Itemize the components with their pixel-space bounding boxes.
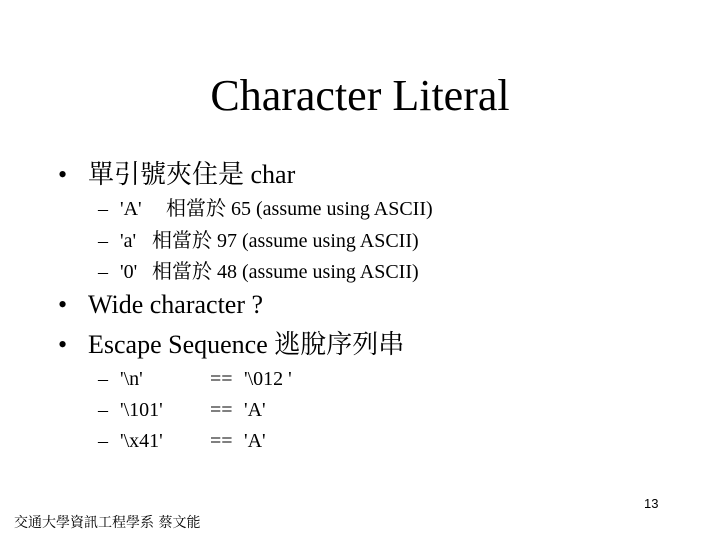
escape-item-newline <box>98 366 292 392</box>
bullet-text: Escape Sequence 逃脫序列串 <box>88 330 405 359</box>
bullet-wide-character <box>58 290 263 320</box>
literal: '\n' <box>120 368 143 390</box>
equals-sign: == <box>210 368 233 390</box>
bullet-marker: • <box>58 290 68 319</box>
equals-sign: == <box>210 430 233 452</box>
literal: '\x41' <box>120 430 163 452</box>
subitem-text: 相當於 48 (assume using ASCII) <box>152 261 419 283</box>
subitem-0 <box>98 259 419 285</box>
bullet-text: 單引號夾住是 char <box>88 160 296 189</box>
literal: 'A' <box>120 198 142 220</box>
equals-sign: == <box>210 399 233 421</box>
escape-item-octal <box>98 397 266 423</box>
footer-text: 交通大學資訊工程學系 蔡文能 <box>14 515 201 531</box>
bullet-marker: • <box>58 160 68 189</box>
literal: 'a' <box>120 230 137 252</box>
subitem-text: 相當於 97 (assume using ASCII) <box>152 230 419 252</box>
subitem-A <box>98 196 433 222</box>
escape-item-hex <box>98 428 266 454</box>
literal: '0' <box>120 261 138 283</box>
slide-title: Character Literal <box>210 71 510 120</box>
dash-marker: – <box>98 198 108 220</box>
bullet-marker: • <box>58 330 68 359</box>
bullet-char-literal <box>58 160 295 190</box>
dash-marker: – <box>98 261 108 283</box>
dash-marker: – <box>98 230 108 252</box>
bullet-escape-sequence <box>58 330 404 360</box>
escape-value: 'A' <box>244 399 266 421</box>
page-number: 13 <box>644 496 659 511</box>
subitem-a <box>98 228 419 254</box>
escape-value: 'A' <box>244 430 266 452</box>
escape-value: '\012 ' <box>244 368 292 390</box>
dash-marker: – <box>98 430 108 452</box>
bullet-text: Wide character ? <box>88 290 264 319</box>
dash-marker: – <box>98 399 108 421</box>
dash-marker: – <box>98 368 108 390</box>
literal: '\101' <box>120 399 163 421</box>
subitem-text: 相當於 65 (assume using ASCII) <box>166 198 433 220</box>
